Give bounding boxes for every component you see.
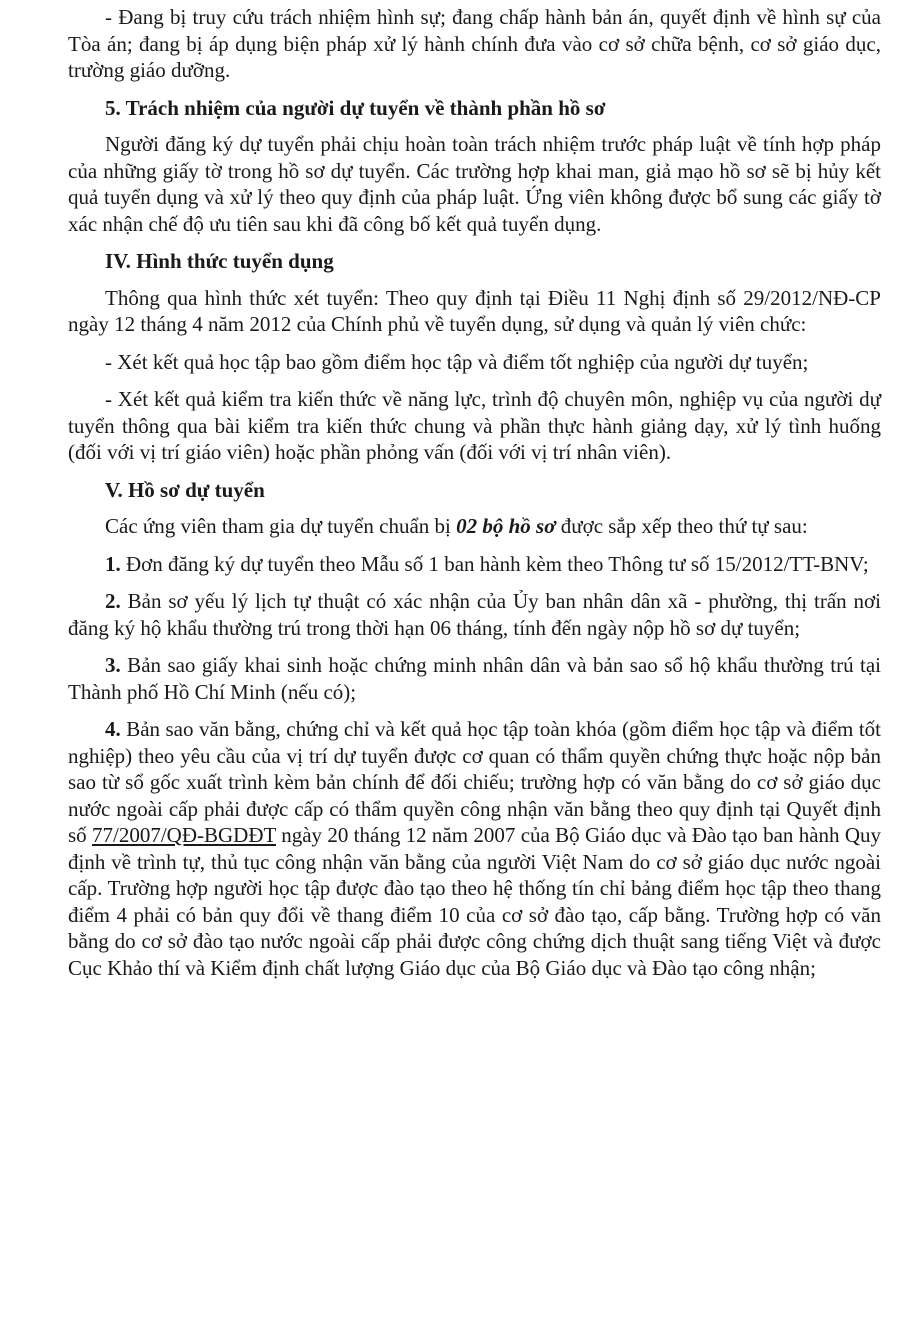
list-number: 4. [105,717,121,741]
list-item-text: Đơn đăng ký dự tuyển theo Mẫu số 1 ban hành kèm theo Thông tư số 15/2012/TT-BNV; [120,551,869,576]
paragraph-study-results: - Xét kết quả học tập bao gồm điểm học tập và điểm tốt nghiệp của người dự tuyển; [105,349,809,374]
list-item-4 [68,716,881,981]
list-number: 1. [105,551,121,576]
heading-applicant-responsibility: 5. Trách nhiệm của người dự tuyển về thành phần hồ sơ [105,95,606,120]
paragraph-criminal-liability: - Đang bị truy cứu trách nhiệm hình sự; đang chấp hành bản án, quyết định về hình sự của Tòa án; đang bị áp dụng biện pháp xử lý hành chính đưa vào cơ sở chữa bệnh, cơ sở giáo dục, trường giáo dưỡng. [68,5,881,82]
paragraph-knowledge-test: - Xét kết quả kiểm tra kiến thức về năng lực, trình độ chuyên môn, nghiệp vụ của người dự tuyển thông qua bài kiểm tra kiến thức chung và phần thực hành giảng dạy, xử lý tình huống (đối với vị trí giáo viên) hoặc phần phỏng vấn (đối với vị trí nhân viên). [68,387,881,464]
paragraph-dossier-intro [68,513,881,540]
dossier-count-emphasis: 02 bộ hồ sơ [456,514,556,538]
list-number: 2. [105,589,121,613]
heading-recruitment-form: IV. Hình thức tuyển dụng [105,249,334,273]
list-item-text: Bản sơ yếu lý lịch tự thuật có xác nhận của Ủy ban nhân dân xã - phường, thị trấn nơi đăng ký hộ khẩu thường trú trong thời hạn 06 tháng, tính đến ngày nộp hồ sơ dự tuyển; [68,589,881,640]
heading-application-dossier: V. Hồ sơ dự tuyển [105,477,265,502]
paragraph-recruitment-basis: Thông qua hình thức xét tuyển: Theo quy định tại Điều 11 Nghị định số 29/2012/NĐ-CP ngày 12 tháng 4 năm 2012 của Chính phủ về tuyển dụng, sử dụng và quản lý viên chức: [68,285,881,336]
list-item-text: Bản sao giấy khai sinh hoặc chứng minh nhân dân và bản sao sổ hộ khẩu thường trú tại Thành phố Hồ Chí Minh (nếu có); [68,653,881,704]
list-item-3 [68,652,881,705]
list-item-2 [68,588,881,641]
list-number: 3. [105,653,121,677]
list-item-text-continued: ngày 20 tháng 12 năm 2007 của Bộ Giáo dục và Đào tạo ban hành Quy định về trình tự, thủ tục công nhận văn bằng của người Việt Nam do cơ sở giáo dục nước ngoài cấp. Trường hợp người học tập được đào tạo theo hệ thống tín chỉ bảng điểm học tập theo thang điểm 4 phải có bản quy đổi về thang điểm 10 của cơ sở đào tạo, cấp bằng. Trường hợp có văn bằng do cơ sở đào tạo nước ngoài cấp phải được công chứng dịch thuật sang tiếng Việt và được Cục Khảo thí và Kiểm định chất lượng Giáo dục của Bộ Giáo dục và Đào tạo công nhận; [68,823,881,980]
paragraph-responsibility: Người đăng ký dự tuyển phải chịu hoàn toàn trách nhiệm trước pháp luật về tính hợp pháp của những giấy tờ trong hồ sơ dự tuyển. Các trường hợp khai man, giả mạo hồ sơ sẽ bị hủy kết quả tuyển dụng và xử lý theo quy định của pháp luật. Ứng viên không được bổ sung các giấy tờ xác nhận chế độ ưu tiên sau khi đã công bố kết quả tuyển dụng. [68,132,881,236]
list-item-text: Bản sao văn bằng, chứng chỉ và kết quả học tập toàn khóa (gồm điểm học tập và điểm tốt nghiệp) theo yêu cầu của vị trí dự tuyển được cơ quan có thẩm quyền chứng thực hoặc nộp bản sao từ sổ gốc xuất trình kèm bản chính để đối chiếu; trường hợp có văn bằng do cơ sở giáo dục nước ngoài cấp phải được cấp có thẩm quyền công nhận văn bằng theo quy định tại Quyết định số [68,717,881,847]
list-item-1 [68,551,881,578]
dossier-intro-after: được sắp xếp theo thứ tự sau: [555,514,808,538]
dossier-intro-before: Các ứng viên tham gia dự tuyển chuẩn bị [105,514,457,538]
decision-reference-link[interactable]: 77/2007/QĐ-BGDĐT [91,823,276,847]
